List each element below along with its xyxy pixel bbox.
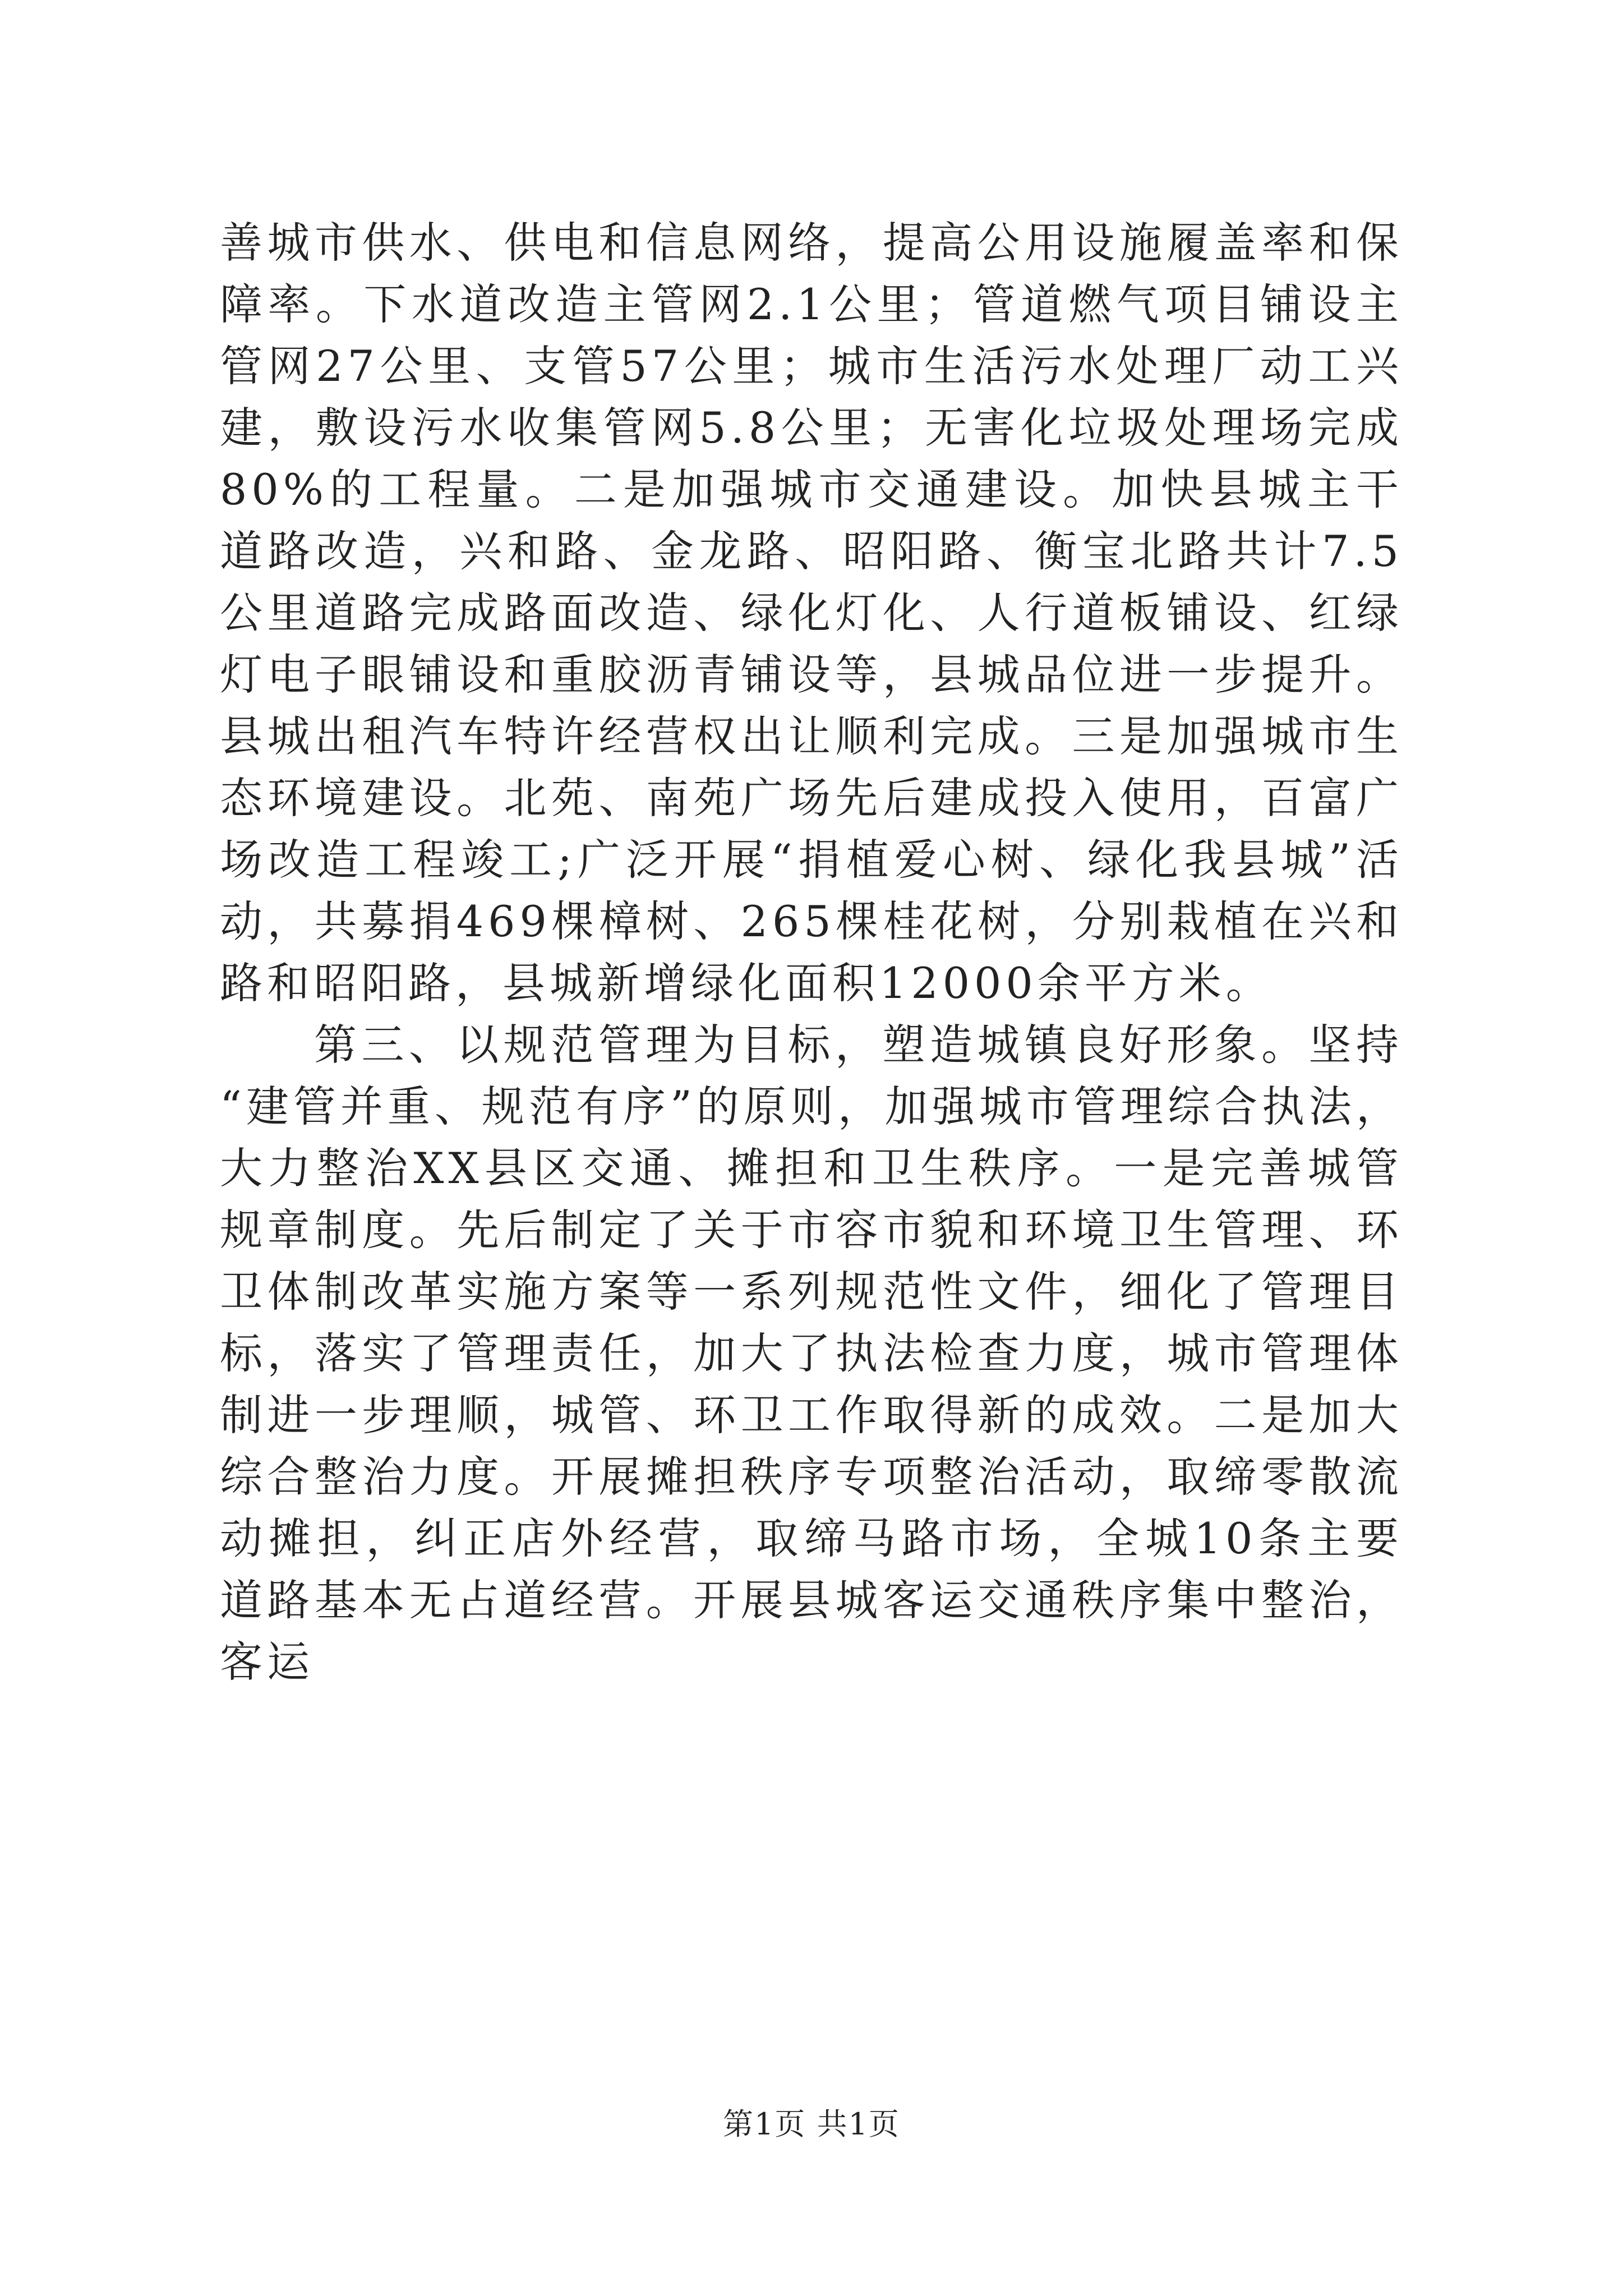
paragraph-urban-construction: 善城市供水、供电和信息网络，提高公用设施履盖率和保障率。下水道改造主管网2.1公里；管道燃气项目铺设主管网27公里、支管57公里；城市生活污水处理厂动工兴建，敷设污水收集管网5.8公里；无害化垃圾处理场完成80%的工程量。二是加强城市交通建设。加快县城主干道路改造，兴和路、金龙路、昭阳路、衡宝北路共计7.5公里道路完成路面改造、绿化灯化、人行道板铺设、红绿灯电子眼铺设和重胶沥青铺设等，县城品位进一步提升。县城出租汽车特许经营权出让顺利完成。三是加强城市生态环境建设。北苑、南苑广场先后建成投入使用，百富广场改造工程竣工;广泛开展“捐植爱心树、绿化我县城”活动，共募捐469棵樟树、265棵桂花树，分别栽植在兴和路和昭阳路，县城新增绿化面积12000余平方米。 xyxy=(220,218,1403,1008)
page-footer: 第1页 共1页 xyxy=(723,2106,900,2142)
document-body xyxy=(220,212,1403,1693)
paragraph-standardized-management: 第三、以规范管理为目标，塑造城镇良好形象。坚持“建管并重、规范有序”的原则，加强城市管理综合执法，大力整治XX县区交通、摊担和卫生秩序。一是完善城管规章制度。先后制定了关于市容市貌和环境卫生管理、环卫体制改革实施方案等一系列规范性文件，细化了管理目标，落实了管理责任，加大了执法检查力度，城市管理体制进一步理顺，城管、环卫工作取得新的成效。二是加大综合整治力度。开展摊担秩序专项整治活动，取缔零散流动摊担，纠正店外经营，取缔马路市场，全城10条主要道路基本无占道经营。开展县城客运交通秩序集中整治，客运 xyxy=(220,1020,1403,1687)
